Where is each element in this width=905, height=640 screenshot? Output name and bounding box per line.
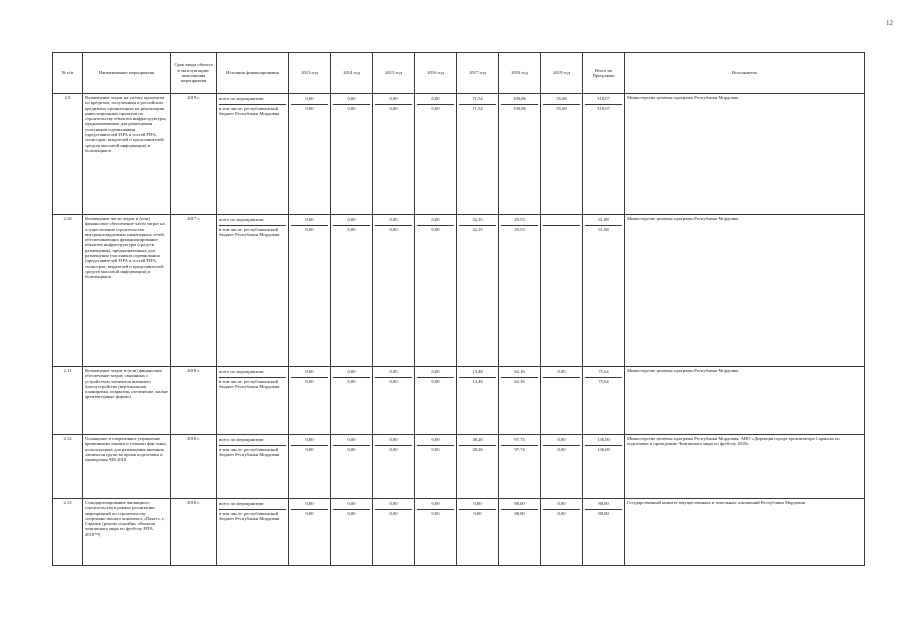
value-budget: 71,54 bbox=[459, 104, 496, 118]
value-cell-total bbox=[583, 499, 625, 566]
source-budget-label: в том числе: республиканский бюджет Республики Мордовия bbox=[219, 509, 286, 523]
source-total-label: всего по мероприятию: bbox=[219, 437, 265, 442]
value-total: 0,00 bbox=[347, 217, 356, 222]
value-budget: 0,00 bbox=[291, 104, 328, 118]
value-total: 0,00 bbox=[431, 501, 440, 506]
value-total: 61,88 bbox=[598, 217, 609, 222]
value-total: 0,00 bbox=[557, 369, 566, 374]
value-total: 88,00 bbox=[514, 501, 525, 506]
source-budget-label: в том числе: республиканский бюджет Республики Мордовия bbox=[219, 377, 286, 391]
value-budget: 0,00 bbox=[333, 377, 370, 391]
value-budget: 0,00 bbox=[543, 445, 580, 459]
value-budget: 0,00 bbox=[291, 377, 328, 391]
value-budget: 0,00 bbox=[291, 445, 328, 459]
value-budget: 0,00 bbox=[417, 509, 454, 523]
row-number: 2.11 bbox=[53, 367, 83, 435]
value-cell-2019 bbox=[541, 435, 583, 499]
value-cell-2017 bbox=[457, 367, 499, 435]
financing-source-cell bbox=[217, 215, 289, 367]
value-budget: 61,88 bbox=[585, 225, 622, 239]
executor: Министерство целевых программ Республики Мордовия bbox=[625, 94, 865, 215]
value-budget: 75,64 bbox=[585, 377, 622, 391]
value-cell-2017 bbox=[457, 94, 499, 215]
financing-source-cell bbox=[217, 94, 289, 215]
value-cell-2014 bbox=[331, 435, 373, 499]
value-cell-2019 bbox=[541, 215, 583, 367]
table-row bbox=[53, 215, 865, 367]
value-cell-2016 bbox=[415, 367, 457, 435]
value-budget: 0,00 bbox=[333, 104, 370, 118]
header-2018: 2018 год bbox=[499, 53, 541, 94]
value-total: 0,00 bbox=[431, 217, 440, 222]
value-budget: 0,00 bbox=[333, 225, 370, 239]
value-budget: 88,00 bbox=[585, 509, 622, 523]
executor: Министерство целевых программ Республики Мордовия, АНО «Дирекция города-организатора Саранска по подготовке и проведению Чемпионата мира по футболу 2018» bbox=[625, 435, 865, 499]
value-cell-2018 bbox=[499, 215, 541, 367]
value-cell-2016 bbox=[415, 215, 457, 367]
value-total: 0,00 bbox=[431, 96, 440, 101]
value-total: 0,00 bbox=[305, 369, 314, 374]
value-total: 318,07 bbox=[597, 96, 610, 101]
source-total-label: всего по мероприятию: bbox=[219, 217, 265, 222]
program-table bbox=[52, 52, 865, 566]
value-total: 0,00 bbox=[557, 437, 566, 442]
header-2014: 2014 год bbox=[331, 53, 373, 94]
value-cell-2015 bbox=[373, 367, 415, 435]
value-budget: 0,00 bbox=[417, 377, 454, 391]
source-budget-label: в том числе: республиканский бюджет Республики Мордовия bbox=[219, 445, 286, 459]
value-cell-2013 bbox=[289, 367, 331, 435]
value-cell-2017 bbox=[457, 215, 499, 367]
value-budget: 0,00 bbox=[459, 509, 496, 523]
value-total: 0,00 bbox=[431, 437, 440, 442]
value-total: 88,00 bbox=[598, 501, 609, 506]
value-total: 0,00 bbox=[389, 369, 398, 374]
value-cell-2016 bbox=[415, 435, 457, 499]
measure-name: Возмещение затрат и (или) финансовое обеспечение затрат, связанных с устройством элементов внешнего благоустройства (вертикальная планировка, покрытия, озеленение, малые архитектурные формы) bbox=[83, 367, 171, 435]
completion-term: 2019 г. bbox=[171, 94, 217, 215]
value-budget bbox=[543, 377, 580, 391]
value-budget: 0,00 bbox=[333, 509, 370, 523]
financing-source-cell bbox=[217, 499, 289, 566]
header-2016: 2016 год bbox=[415, 53, 457, 94]
header-row bbox=[53, 53, 865, 94]
value-budget: 0,00 bbox=[417, 104, 454, 118]
header-no: № п/п bbox=[53, 53, 83, 94]
header-name: Наименование мероприятия bbox=[83, 53, 171, 94]
value-budget: 13,48 bbox=[459, 377, 496, 391]
value-total bbox=[543, 216, 580, 225]
value-budget: 0,00 bbox=[543, 509, 580, 523]
value-budget: 32,35 bbox=[459, 225, 496, 239]
value-budget: 38,26 bbox=[459, 445, 496, 459]
value-budget: 136,00 bbox=[585, 445, 622, 459]
value-total: 0,00 bbox=[431, 369, 440, 374]
table-row bbox=[53, 435, 865, 499]
value-total: 0,00 bbox=[305, 96, 314, 101]
header-2013: 2013 год bbox=[289, 53, 331, 94]
page-number: 12 bbox=[886, 19, 893, 27]
value-budget: 0,00 bbox=[375, 509, 412, 523]
value-budget: 0,00 bbox=[333, 445, 370, 459]
measure-name: Оснащение и оперативное управление временными зонами и точками фан-зоны, используемых для размещения внешних элементов групп во время подготовки и проведения ЧМ 2018 bbox=[83, 435, 171, 499]
value-total: 29,53 bbox=[514, 217, 525, 222]
value-total: 0,00 bbox=[473, 501, 482, 506]
table-row bbox=[53, 367, 865, 435]
value-total: 0,00 bbox=[305, 217, 314, 222]
row-number: 2.13 bbox=[53, 499, 83, 566]
value-cell-2019 bbox=[541, 94, 583, 215]
value-budget: 0,00 bbox=[291, 225, 328, 239]
value-total: 0,00 bbox=[389, 437, 398, 442]
value-cell-2013 bbox=[289, 435, 331, 499]
source-total-label: всего по мероприятию: bbox=[219, 96, 265, 101]
source-total-label: всего по мероприятию: bbox=[219, 369, 265, 374]
value-total: 190,86 bbox=[513, 96, 526, 101]
measure-name: Возмещение части затрат и (или) финансовое обеспечение части затрат на осуществление строительства внутриплощадочных инженерных сетей, обеспечивающих функционирование объектов инфраструктуры (средств размещения), предназначенных для размещения участников соревнования (представителей FIFA и гостей FIFA, спонсоров, вещателей и представителей средств массовой информации) и болельщиков bbox=[83, 215, 171, 367]
header-source: Источник финансирования bbox=[217, 53, 289, 94]
value-cell-2015 bbox=[373, 499, 415, 566]
value-budget: 318,07 bbox=[585, 104, 622, 118]
value-budget: 97,74 bbox=[501, 445, 538, 459]
value-total: 0,00 bbox=[557, 501, 566, 506]
completion-term: 2017 г. bbox=[171, 215, 217, 367]
header-total: Итого по Программе bbox=[583, 53, 625, 94]
value-cell-2015 bbox=[373, 215, 415, 367]
value-budget: 29,53 bbox=[501, 225, 538, 239]
measure-name: Возмещение затрат на уплату процентов по кредитам, полученным в российских кредитных организациях на реализацию инвестиционных проектов по строительству объектов инфраструктуры, предназначенных для размещения участников соревнования (представителей FIFA и гостей FIFA, спонсоров, вещателей и представителей средств массовой информации) и болельщиков bbox=[83, 94, 171, 215]
value-total: 136,00 bbox=[597, 437, 610, 442]
header-2017: 2017 год bbox=[457, 53, 499, 94]
value-cell-2015 bbox=[373, 94, 415, 215]
source-budget-label: в том числе: республиканский бюджет Республики Мордовия bbox=[219, 225, 286, 239]
value-budget: 0,00 bbox=[417, 225, 454, 239]
executor: Государственный комитет имущественных и земельных отношений Республики Мордовия bbox=[625, 499, 865, 566]
value-cell-2014 bbox=[331, 215, 373, 367]
value-total: 0,00 bbox=[305, 437, 314, 442]
row-number: 2.9 bbox=[53, 94, 83, 215]
value-total: 13,48 bbox=[472, 369, 483, 374]
financing-source-cell bbox=[217, 367, 289, 435]
executor: Министерство целевых программ Республики Мордовия bbox=[625, 215, 865, 367]
financing-source-cell bbox=[217, 435, 289, 499]
value-cell-2018 bbox=[499, 94, 541, 215]
header-term: Срок ввода объекта в эксплуатацию/ выполнения мероприятия bbox=[171, 53, 217, 94]
value-cell-2019 bbox=[541, 367, 583, 435]
value-total: 0,00 bbox=[305, 501, 314, 506]
value-cell-2017 bbox=[457, 499, 499, 566]
value-cell-total bbox=[583, 94, 625, 215]
value-budget bbox=[543, 225, 580, 239]
value-total: 97,74 bbox=[514, 437, 525, 442]
source-budget-label: в том числе: республиканский бюджет Республики Мордовия bbox=[219, 104, 286, 118]
value-budget: 62,16 bbox=[501, 377, 538, 391]
value-budget: 0,00 bbox=[375, 104, 412, 118]
value-cell-2014 bbox=[331, 367, 373, 435]
measure-name: Стандартизирование жилищного строительства в рамках реализации мероприятий по строительству спортивно-жилого комплекса «Пакет», г. Саранск (режим «онлайн» объектов чемпионата мира по футболу FIFA 2018™) bbox=[83, 499, 171, 566]
value-cell-total bbox=[583, 435, 625, 499]
value-cell-2014 bbox=[331, 94, 373, 215]
table-row bbox=[53, 94, 865, 215]
value-cell-2018 bbox=[499, 499, 541, 566]
value-cell-2016 bbox=[415, 94, 457, 215]
value-budget: 0,00 bbox=[291, 509, 328, 523]
value-cell-2019 bbox=[541, 499, 583, 566]
value-cell-total bbox=[583, 367, 625, 435]
value-total: 0,00 bbox=[347, 501, 356, 506]
value-cell-2013 bbox=[289, 94, 331, 215]
value-budget: 0,00 bbox=[417, 445, 454, 459]
completion-term: 2018 г. bbox=[171, 499, 217, 566]
completion-term: 2018 г. bbox=[171, 435, 217, 499]
value-total: 0,00 bbox=[389, 96, 398, 101]
value-budget: 0,00 bbox=[375, 445, 412, 459]
value-total: 0,00 bbox=[389, 501, 398, 506]
value-budget: 190,86 bbox=[501, 104, 538, 118]
value-cell-2018 bbox=[499, 435, 541, 499]
row-number: 2.10 bbox=[53, 215, 83, 367]
value-total: 0,00 bbox=[347, 437, 356, 442]
value-cell-2017 bbox=[457, 435, 499, 499]
value-cell-2014 bbox=[331, 499, 373, 566]
value-cell-2016 bbox=[415, 499, 457, 566]
completion-term: 2018 г. bbox=[171, 367, 217, 435]
header-executor: Исполнитель bbox=[625, 53, 865, 94]
value-total: 0,00 bbox=[347, 369, 356, 374]
value-budget: 55,68 bbox=[543, 104, 580, 118]
value-cell-2015 bbox=[373, 435, 415, 499]
value-total: 0,00 bbox=[389, 217, 398, 222]
source-total-label: всего по мероприятию: bbox=[219, 501, 265, 506]
header-2015: 2015 год bbox=[373, 53, 415, 94]
value-total: 38,26 bbox=[472, 437, 483, 442]
value-budget: 0,00 bbox=[375, 377, 412, 391]
value-budget: 0,00 bbox=[375, 225, 412, 239]
value-total: 62,16 bbox=[514, 369, 525, 374]
value-cell-2013 bbox=[289, 499, 331, 566]
value-total: 55,68 bbox=[556, 96, 567, 101]
value-cell-2018 bbox=[499, 367, 541, 435]
value-cell-total bbox=[583, 215, 625, 367]
value-cell-2013 bbox=[289, 215, 331, 367]
value-total: 71,54 bbox=[472, 96, 483, 101]
executor: Министерство целевых программ Республики Мордовия bbox=[625, 367, 865, 435]
value-budget: 88,00 bbox=[501, 509, 538, 523]
header-2019: 2019 год bbox=[541, 53, 583, 94]
row-number: 2.12 bbox=[53, 435, 83, 499]
value-total: 0,00 bbox=[347, 96, 356, 101]
value-total: 75,64 bbox=[598, 369, 609, 374]
value-total: 32,35 bbox=[472, 217, 483, 222]
table-row bbox=[53, 499, 865, 566]
